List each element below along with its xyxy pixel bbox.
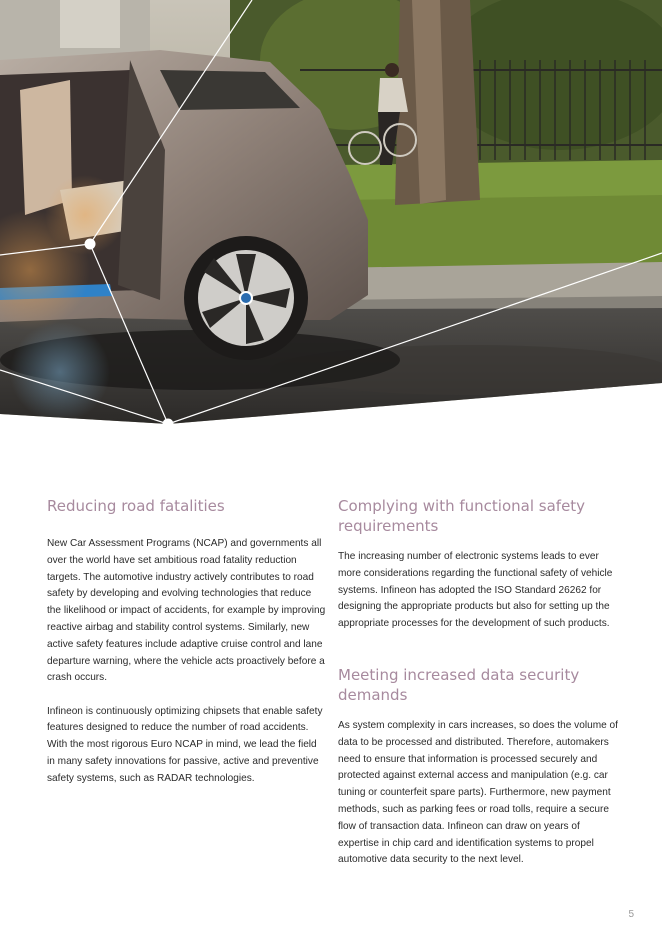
section-data-security xyxy=(338,665,618,869)
right-column xyxy=(338,496,618,869)
page-number: 5 xyxy=(628,909,634,920)
paragraph-data-security: As system complexity in cars increases, so does the volume of data to be processed and distributed. Therefore, automakers need to ensure that information is processed securely and protected against external access and manipulation (e.g. car tuning or counterfeit spare parts). Furthermore, new payment methods, such as parking fees or road tolls, require a secure flow of transaction data. Infineon can draw on years of expertise in chip card and identification systems to propel automotive data security to the next level. xyxy=(338,719,618,866)
paragraph-functional-safety: The increasing number of electronic systems leads to ever more considerations regarding the functional safety of vehicle systems. Infineon has adopted the ISO Standard 26262 for designing the appropriate products but also for setting up the appropriate processes for the development of such products. xyxy=(338,551,613,630)
section-functional-safety xyxy=(338,496,618,633)
heading-data-security: Meeting increased data security demands xyxy=(338,665,580,704)
left-column xyxy=(47,496,327,788)
heading-functional-safety: Complying with functional safety requirements xyxy=(338,497,586,535)
paragraph-infineon-chipsets: Infineon is continuously optimizing chipsets that enable safety features designed to reduce the number of road accidents. With the most rigorous Euro NCAP in mind, we lead the field in many safety innovations for passive, active and preventive safety systems, such as RADAR technologies. xyxy=(47,705,323,784)
hero-photo-car-street xyxy=(0,0,662,430)
paragraph-ncap-targets: New Car Assessment Programs (NCAP) and governments all over the world have set ambitious road fatality reduction targets. The automotive industry actively contributes to road safety by developing and evolving technologies that reduce the likelihood or impact of accidents, for example by improving reactive airbag and stability control systems. Similarly, new active safety features include adaptive cruise control and lane departure warning, where the vehicle acts proactively before a crash occurs. xyxy=(47,538,326,684)
heading-reducing-road-fatalities: Reducing road fatalities xyxy=(47,497,225,515)
